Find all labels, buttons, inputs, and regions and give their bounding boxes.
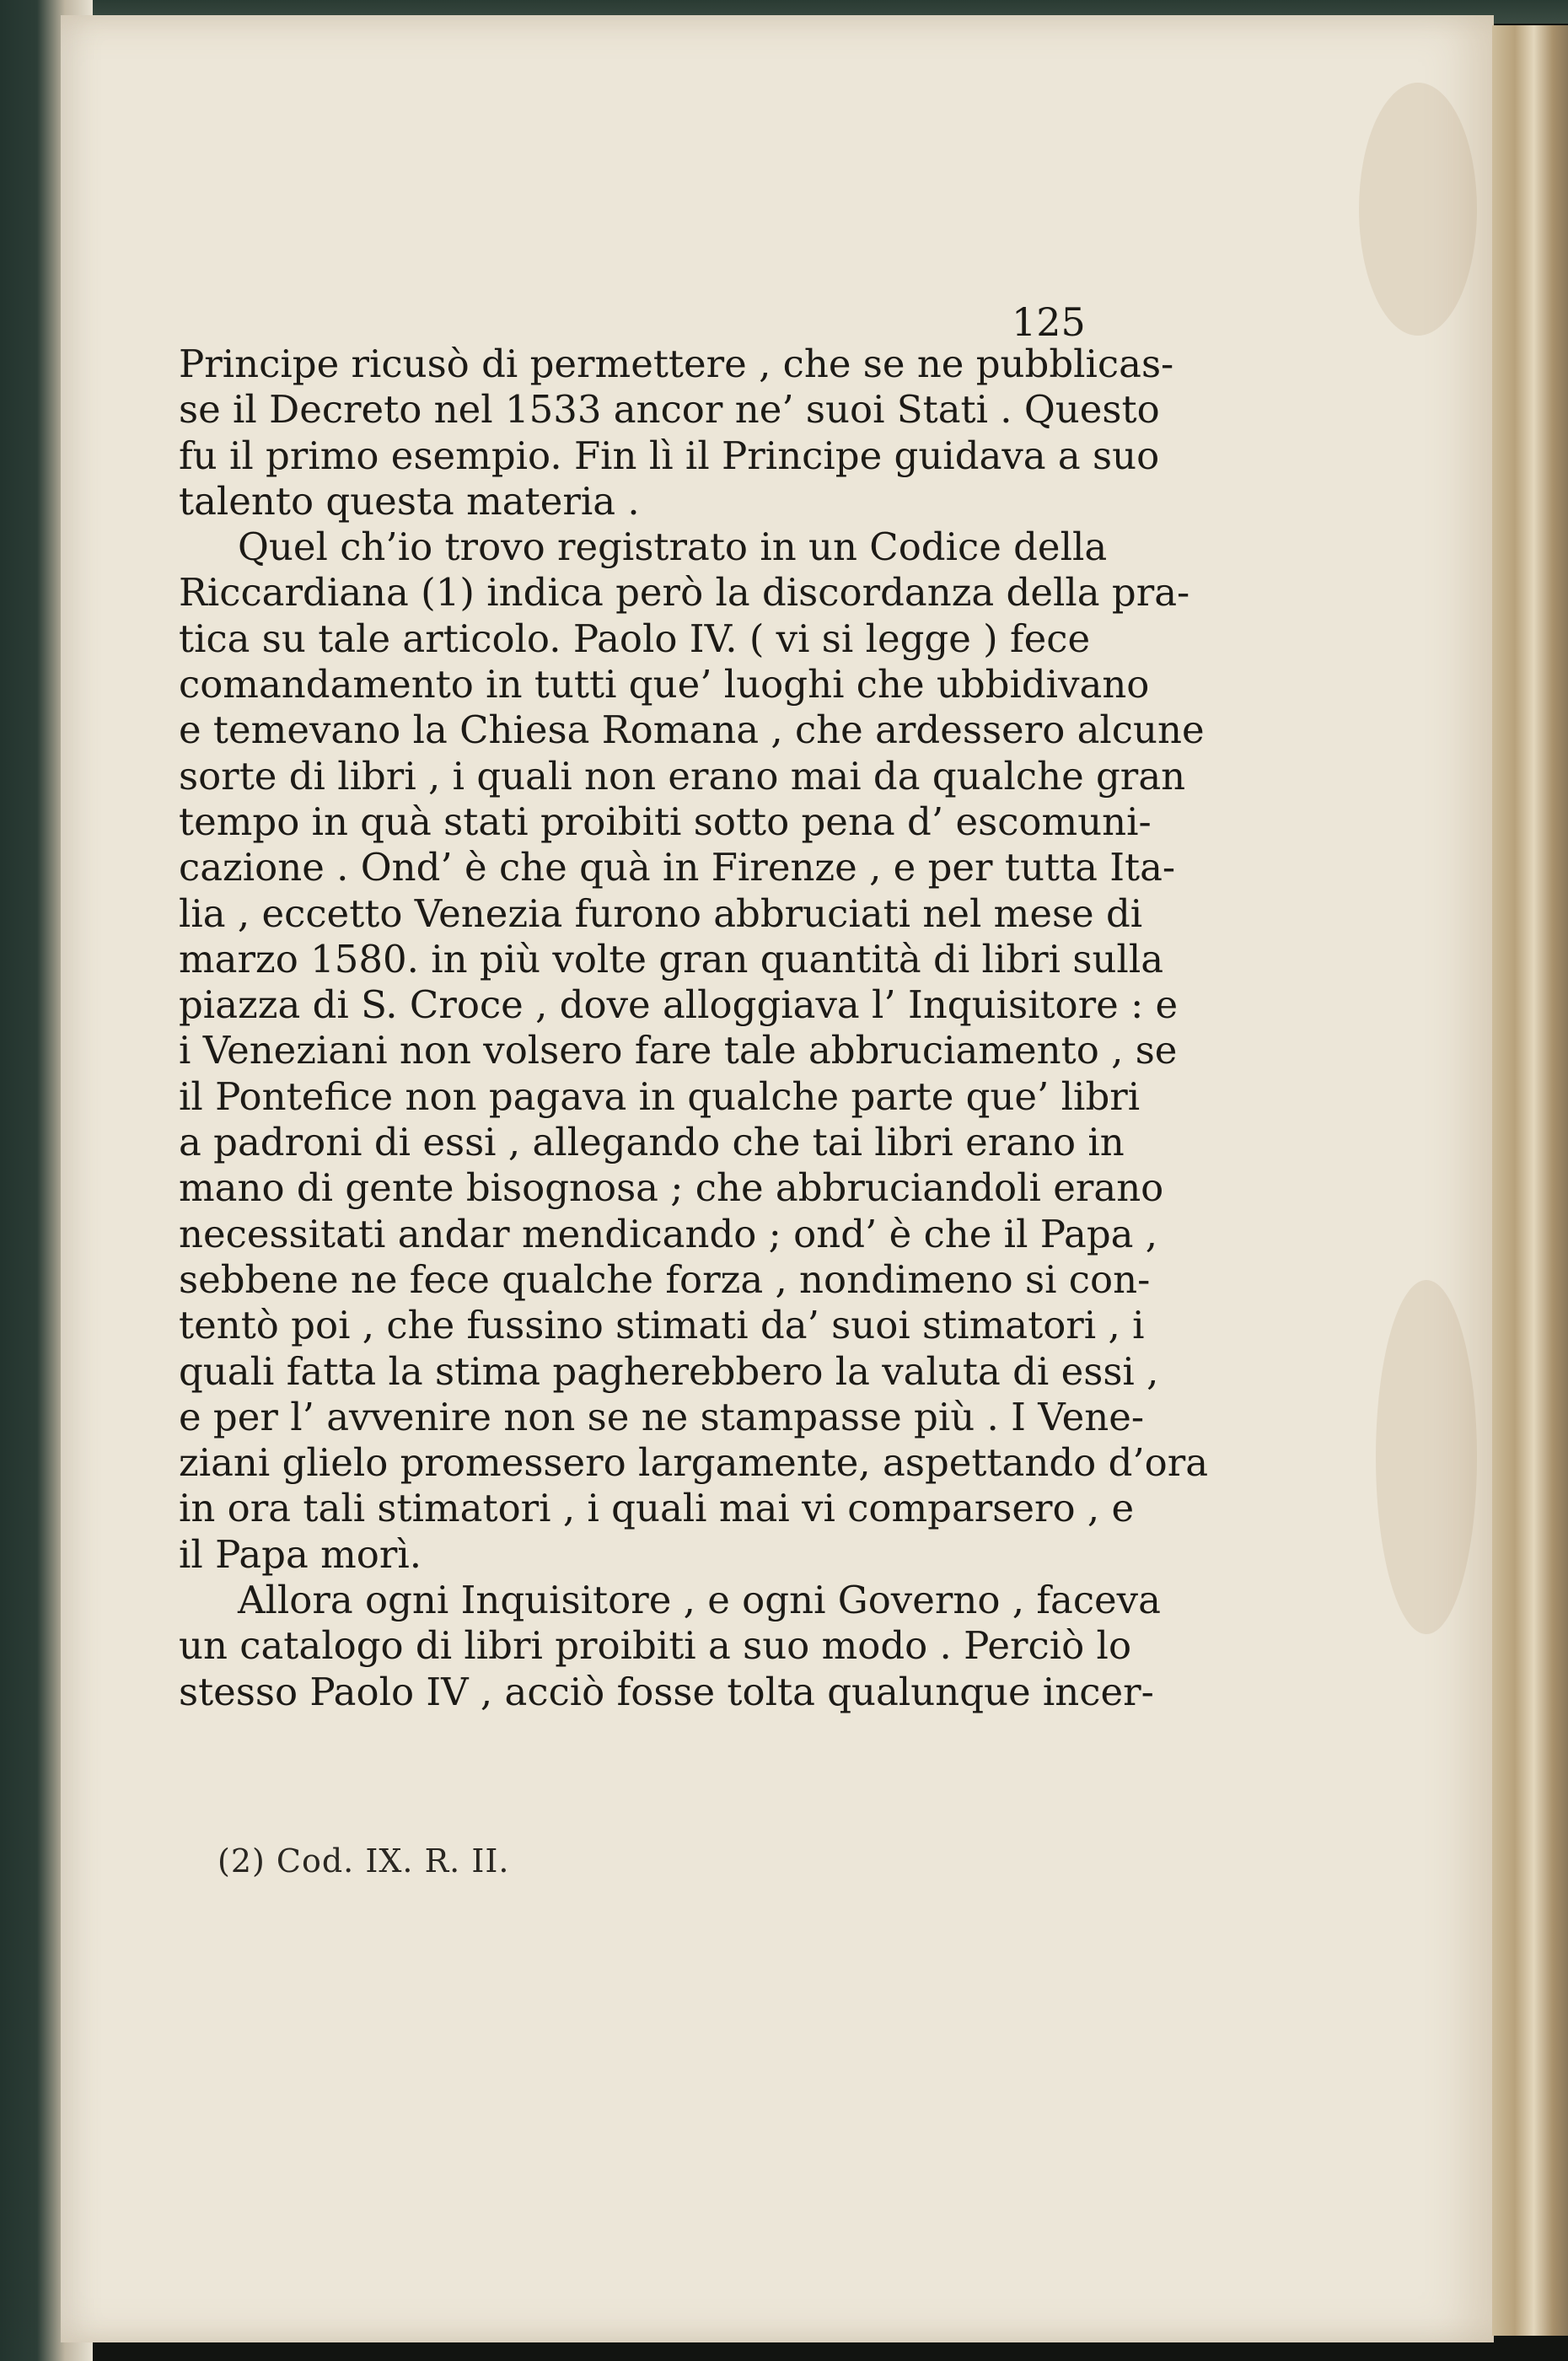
- footnote: (2) Cod. IX. R. II.: [217, 1842, 510, 1880]
- body-text: [179, 342, 1209, 1715]
- text-line: fu il primo esempio. Fin lì il Principe guidava a suo: [179, 433, 1160, 478]
- text-line: e temevano la Chiesa Romana , che ardessero alcune: [179, 707, 1205, 753]
- text-line: comandamento in tutti que’ luoghi che ubbidivano: [179, 662, 1150, 707]
- text-line: quali fatta la stima pagherebbero la valuta di essi ,: [179, 1348, 1159, 1394]
- text-line: necessitati andar mendicando ; ond’ è che il Papa ,: [179, 1211, 1158, 1256]
- text-line: mano di gente bisognosa ; che abbruciandoli erano: [179, 1165, 1164, 1211]
- paper-stain: [1376, 1280, 1477, 1634]
- text-line: il Papa morì.: [179, 1531, 422, 1577]
- text-line: il Pontefice non pagava in qualche parte que’ libri: [179, 1073, 1141, 1119]
- text-line: a padroni di essi , allegando che tai libri erano in: [179, 1120, 1125, 1165]
- text-line: un catalogo di libri proibiti a suo modo . Perciò lo: [179, 1623, 1132, 1669]
- text-line: se il Decreto nel 1533 ancor ne’ suoi Stati . Questo: [179, 387, 1160, 433]
- text-line: i Veneziani non volsero fare tale abbruciamento , se: [179, 1028, 1178, 1073]
- text-line: Allora ogni Inquisitore , e ogni Governo , faceva: [238, 1578, 1161, 1623]
- text-line: piazza di S. Croce , dove alloggiava l’ Inquisitore : e: [179, 982, 1179, 1028]
- text-line: stesso Paolo IV , acciò fosse tolta qualunque incer-: [179, 1669, 1154, 1714]
- text-line: tica su tale articolo. Paolo IV. ( vi si legge ) fece: [179, 616, 1091, 661]
- text-line: Quel ch’io trovo registrato in un Codice della: [238, 524, 1108, 570]
- page-edges: [1492, 25, 1568, 2336]
- text-line: talento questa materia .: [179, 478, 640, 524]
- text-line: sorte di libri , i quali non erano mai da qualche gran: [179, 753, 1186, 799]
- text-line: lia , eccetto Venezia furono abbruciati nel mese di: [179, 890, 1143, 936]
- text-line: ziani glielo promessero largamente, aspettando d’ora: [179, 1440, 1209, 1486]
- text-line: cazione . Ond’ è che quà in Firenze , e per tutta Ita-: [179, 845, 1176, 890]
- text-line: marzo 1580. in più volte gran quantità di libri sulla: [179, 936, 1164, 982]
- text-line: tempo in quà stati proibiti sotto pena d’ escomuni-: [179, 799, 1152, 844]
- text-line: sebbene ne fece qualche forza , nondimeno si con-: [179, 1256, 1151, 1302]
- text-line: in ora tali stimatori , i quali mai vi comparsero , e: [179, 1486, 1135, 1531]
- text-line: tentò poi , che fussino stimati da’ suoi stimatori , i: [179, 1303, 1145, 1348]
- paper-stain: [1359, 83, 1477, 336]
- text-line: Riccardiana (1) indica però la discordanza della pra-: [179, 570, 1190, 616]
- page-number: 125: [1012, 299, 1086, 345]
- text-line: e per l’ avvenire non se ne stampasse più . I Vene-: [179, 1394, 1145, 1439]
- text-line: Principe ricusò di permettere , che se ne pubblicas-: [179, 342, 1174, 386]
